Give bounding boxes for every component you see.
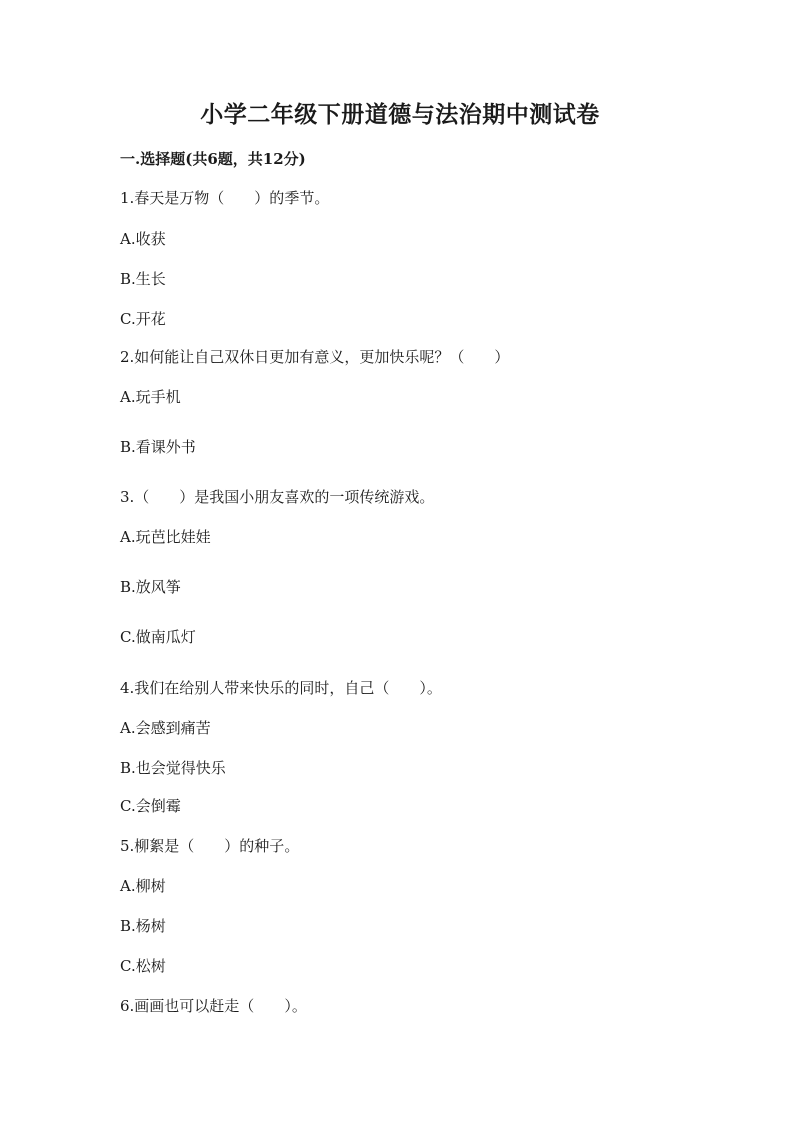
question-3-option-c: C.做南瓜灯 [120, 628, 196, 646]
question-6-stem: 6.画画也可以赶走（ ）。 [120, 997, 307, 1015]
question-4-option-b: B.也会觉得快乐 [120, 759, 226, 777]
question-2-option-a: A.玩手机 [120, 388, 181, 406]
question-2-option-b: B.看课外书 [120, 438, 196, 456]
section-heading: 一.选择题(共6题，共12分) [120, 150, 306, 168]
question-3-option-b: B.放风筝 [120, 578, 181, 596]
question-5-stem: 5.柳絮是（ ）的种子。 [120, 837, 300, 855]
question-5-option-a: A.柳树 [120, 877, 166, 895]
question-4-option-c: C.会倒霉 [120, 797, 181, 815]
question-1-stem: 1.春天是万物（ ）的季节。 [120, 189, 330, 207]
question-1-option-c: C.开花 [120, 310, 166, 328]
question-5-option-b: B.杨树 [120, 917, 166, 935]
question-1-option-b: B.生长 [120, 270, 166, 288]
page-title: 小学二年级下册道德与法治期中测试卷 [200, 101, 600, 128]
question-4-stem: 4.我们在给别人带来快乐的同时，自己（ ）。 [120, 679, 442, 697]
question-5-option-c: C.松树 [120, 957, 166, 975]
question-3-option-a: A.玩芭比娃娃 [120, 528, 211, 546]
question-2-stem: 2.如何能让自己双休日更加有意义，更加快乐呢？（ ） [120, 348, 510, 366]
question-4-option-a: A.会感到痛苦 [120, 719, 211, 737]
question-3-stem: 3.（ ）是我国小朋友喜欢的一项传统游戏。 [120, 488, 435, 506]
question-1-option-a: A.收获 [120, 230, 166, 248]
